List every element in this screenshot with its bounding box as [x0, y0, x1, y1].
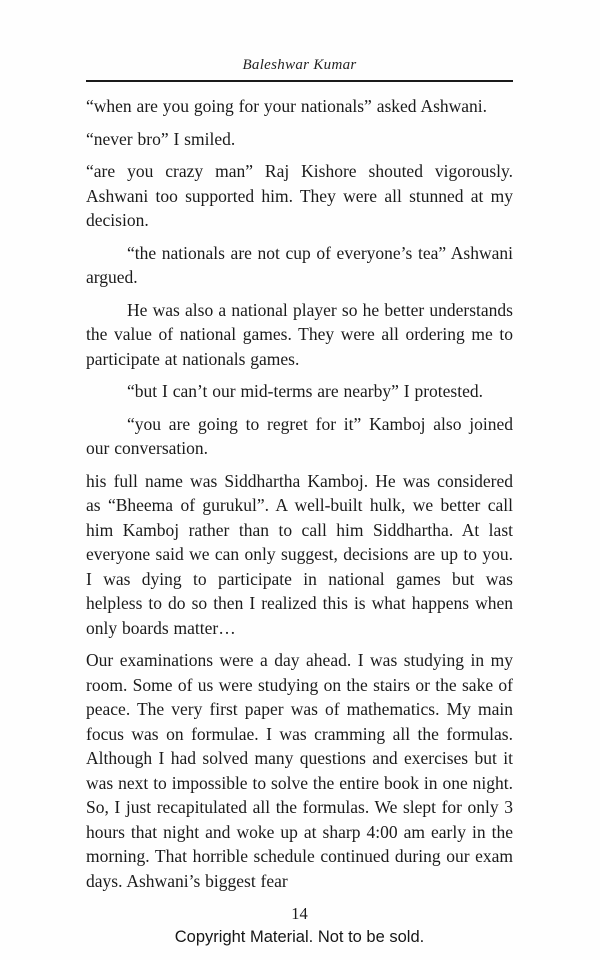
- paragraph-9: Our examinations were a day ahead. I was studying in my room. Some of us were studying on the stairs or the sake of peace. The very first paper was of mathematics. My main focus was on formulae. I was cramming all the formulas. Although I had solved many questions and exercises but it was next to impossible to solve the entire book in one night. So, I just recapitulated all the formulas. We slept for only 3 hours that night and woke up at sharp 4:00 am early in the morning. That horrible schedule continued during our exam days. Ashwani’s biggest fear: [86, 650, 513, 891]
- paragraph-7: “you are going to regret for it” Kamboj also joined our conversation.: [86, 413, 513, 458]
- header-rule: [86, 80, 513, 82]
- paragraph-5: He was also a national player so he better understands the value of national games. They were all ordering me to participate at nationals games.: [86, 299, 513, 369]
- paragraph-3: “are you crazy man” Raj Kishore shouted vigorously. Ashwani too supported him. They were all stunned at my decision.: [86, 161, 513, 230]
- paragraph-8: his full name was Siddhartha Kamboj. He was considered as “Bheema of gurukul”. A well-built hulk, we better call him Kamboj rather than to call him Siddhartha. At last everyone said we can only suggest, decisions are up to you. I was dying to participate in national games but was helpless to do so then I realized this is what happens when only boards matter…: [86, 470, 513, 638]
- paragraph-1: “when are you going for your nationals” asked Ashwani.: [86, 96, 488, 116]
- copyright-notice: Copyright Material. Not to be sold.: [174, 928, 425, 946]
- page-body: [86, 94, 513, 893]
- paragraph-2: “never bro” I smiled.: [86, 128, 236, 149]
- page-footer: [86, 904, 513, 947]
- page-number: 14: [291, 904, 308, 923]
- running-header-author: Baleshwar Kumar: [242, 57, 357, 73]
- paragraph-4: “the nationals are not cup of everyone’s tea” Ashwani argued.: [86, 242, 513, 287]
- paragraph-6: “but I can’t our mid-terms are nearby” I protested.: [127, 381, 483, 401]
